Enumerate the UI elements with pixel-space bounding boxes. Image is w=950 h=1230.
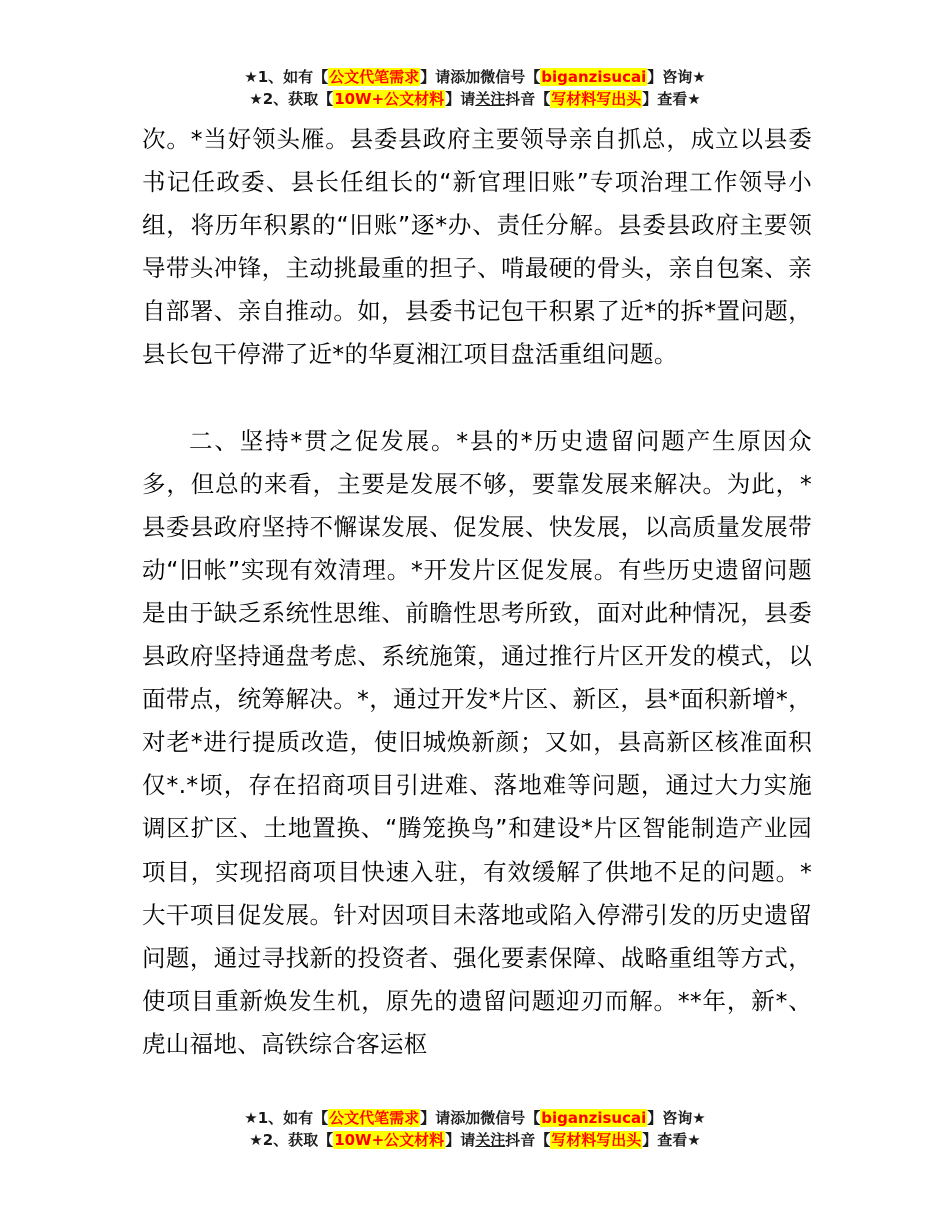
paragraph-2: 二、坚持*贯之促发展。*县的*历史遗留问题产生原因众多，但总的来看，主要是发展不够，要靠发展来解决。为此，*县委县政府坚持不懈谋发展、促发展、快发展，以高质量发展带动“旧帐”实现有效清理。*开发片区促发展。有些历史遗留问题是由于缺乏系统性思维、前瞻性思考所致，面对此种情况，县委县政府坚持通盘考虑、系统施策，通过推行片区开发的模式，以面带点，统筹解决。*，通过开发*片区、新区，县*面积新增*，对老*进行提质改造，使旧城焕新颜；又如，县高新区核准面积仅*.*顷，存在招商项目引进难、落地难等问题，通过大力实施调区扩区、土地置换、“腾笼换鸟”和建设*片区智能制造产业园项目，实现招商项目快速入驻，有效缓解了供地不足的问题。*大干项目促发展。针对因项目未落地或陷入停滞引发的历史遗留问题，通过寻找新的投资者、强化要素保障、战略重组等方式，使项目重新焕发生机，原先的遗留问题迎刃而解。**年，新*、虎山福地、高铁综合客运枢 <box>142 426 812 1058</box>
header-line-1: ★1、如有【公文代笔需求】请添加微信号【biganzisucai】咨询★ <box>244 68 706 86</box>
underlined-follow: 关注 <box>475 90 506 108</box>
highlight-ghostwriting: 公文代笔需求 <box>329 1109 420 1127</box>
highlight-wechat-id: biganzisucai <box>541 68 647 86</box>
document-body <box>142 118 812 1066</box>
footer-line-1: ★1、如有【公文代笔需求】请添加微信号【biganzisucai】咨询★ <box>244 1109 706 1127</box>
highlight-materials: 10W+公文材料 <box>334 1131 445 1149</box>
highlight-wechat-id: biganzisucai <box>541 1109 647 1127</box>
underlined-follow: 关注 <box>475 1131 506 1149</box>
header-banner <box>0 66 950 110</box>
highlight-materials: 10W+公文材料 <box>334 90 445 108</box>
highlight-douyin-account: 写材料写出头 <box>551 1131 642 1149</box>
paragraph-1: 次。*当好领头雁。县委县政府主要领导亲自抓总，成立以县委书记任政委、县长任组长的“新官理旧账”专项治理工作领导小组，将历年积累的“旧账”逐*办、责任分解。县委县政府主要领导带头冲锋，主动挑最重的担子、啃最硬的骨头，亲自包案、亲自部署、亲自推动。如，县委书记包干积累了近*的拆*置问题，县长包干停滞了近*的华夏湘江项目盘活重组问题。 <box>142 125 812 369</box>
highlight-ghostwriting: 公文代笔需求 <box>329 68 420 86</box>
footer-banner <box>0 1107 950 1151</box>
highlight-douyin-account: 写材料写出头 <box>551 90 642 108</box>
header-line-2: ★2、获取【10W+公文材料】请关注抖音【写材料写出头】查看★ <box>249 90 701 108</box>
footer-line-2: ★2、获取【10W+公文材料】请关注抖音【写材料写出头】查看★ <box>249 1131 701 1149</box>
